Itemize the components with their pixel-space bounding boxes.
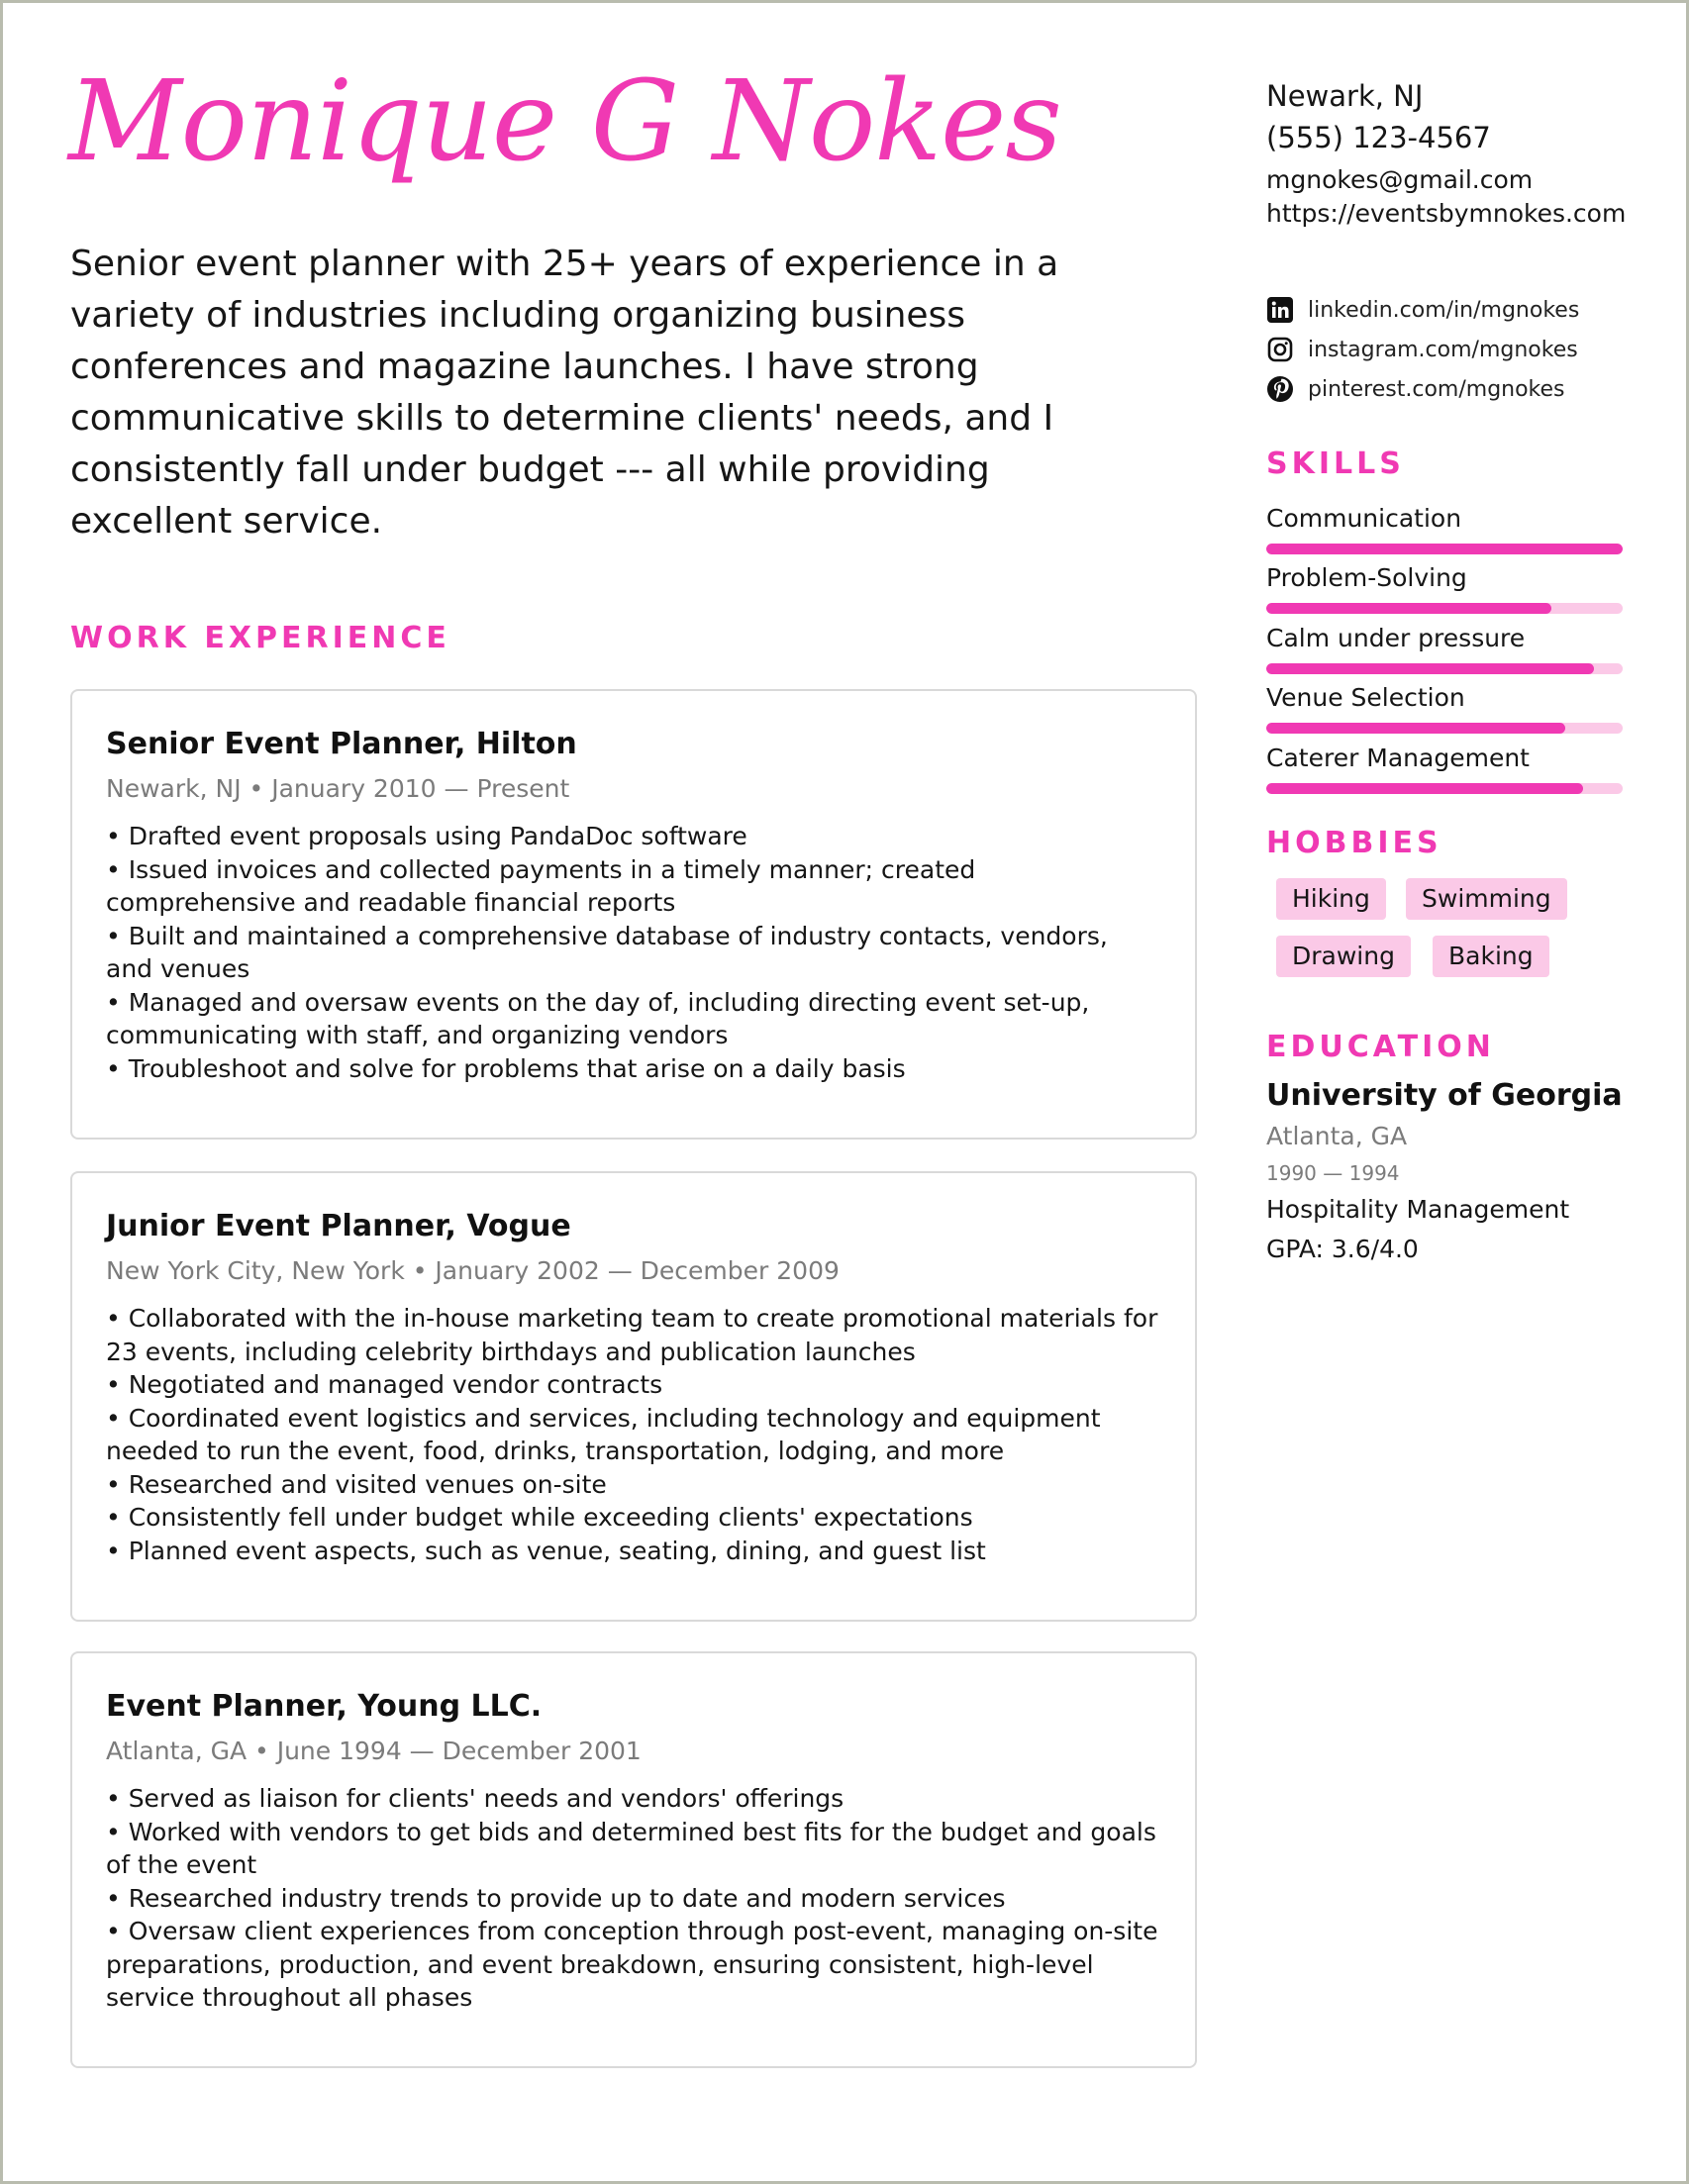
skill-track [1266,783,1623,794]
professional-summary: Senior event planner with 25+ years of experience in a variety of industries including organizing business conferences and magazine launches. I have strong communicative skills to determine clients' needs, and I consistently fall under budget --- all while providing excellent service. [70,244,1059,542]
job-card [70,689,1197,1140]
job-bullet: • Managed and oversaw events on the day of, including directing event set-up, communicating with staff, and organizing vendors [106,987,1090,1049]
skill-level-bar [1266,544,1623,554]
job-bullet: • Consistently fell under budget while exceeding clients' expectations [106,1503,973,1532]
hobby-tag: Hiking [1276,878,1386,920]
job-title: Senior Event Planner, Hilton [106,727,577,761]
social-link-linkedin[interactable] [1266,296,1579,324]
contact-website[interactable]: https://eventsbymnokes.com [1266,199,1627,228]
job-bullets [106,820,1161,1085]
hobbies-heading: HOBBIES [1266,826,1442,860]
job-card [70,1171,1197,1622]
skill-item [1266,742,1623,794]
education-location: Atlanta, GA [1266,1122,1408,1150]
education-school: University of Georgia [1266,1078,1623,1113]
job-title: Event Planner, Young LLC. [106,1689,543,1724]
job-bullet: • Troubleshoot and solve for problems that arise on a daily basis [106,1053,906,1083]
job-card [70,1651,1197,2068]
job-meta: New York City, New York • January 2002 — December 2009 [106,1256,840,1285]
job-bullet: • Coordinated event logistics and services, including technology and equipment needed to run the event, food, drinks, transportation, lodging, and more [106,1403,1101,1465]
skill-track [1266,544,1623,554]
skill-level-bar [1266,663,1594,674]
social-link-text: pinterest.com/mgnokes [1308,376,1565,402]
social-link-text: linkedin.com/in/mgnokes [1308,297,1580,323]
job-bullet: • Researched industry trends to provide up to date and modern services [106,1883,1006,1913]
skill-level-bar [1266,783,1583,794]
skill-item [1266,561,1623,614]
instagram-icon [1266,336,1294,363]
skill-level-bar [1266,603,1551,614]
linkedin-icon [1266,296,1294,324]
skill-label: Problem-Solving [1266,563,1467,592]
job-bullet: • Oversaw client experiences from conception through post-event, managing on-site preparations, production, and event breakdown, ensuring consistent, high-level service throughout all phases [106,1917,1158,2012]
contact-email[interactable]: mgnokes@gmail.com [1266,165,1534,194]
education-degree: Hospitality Management [1266,1195,1570,1224]
skill-level-bar [1266,723,1565,734]
skill-label: Venue Selection [1266,683,1465,712]
job-meta: Atlanta, GA • June 1994 — December 2001 [106,1737,642,1765]
skill-label: Communication [1266,504,1462,533]
contact-location: Newark, NJ [1266,79,1424,113]
skill-track [1266,603,1623,614]
job-meta: Newark, NJ • January 2010 — Present [106,774,570,803]
social-link-instagram[interactable] [1266,336,1578,363]
job-title: Junior Event Planner, Vogue [106,1209,571,1243]
contact-phone: (555) 123-4567 [1266,121,1491,154]
social-link-pinterest[interactable] [1266,375,1565,403]
job-bullets [106,1782,1161,2015]
resume-page [3,3,1686,2181]
skill-label: Caterer Management [1266,744,1530,772]
work-experience-heading: WORK EXPERIENCE [70,621,450,655]
skill-item [1266,622,1623,674]
job-bullet: • Negotiated and managed vendor contracts [106,1370,663,1399]
skill-track [1266,723,1623,734]
pinterest-icon [1266,375,1294,403]
skill-label: Calm under pressure [1266,624,1526,652]
social-link-text: instagram.com/mgnokes [1308,337,1578,362]
skill-item [1266,502,1623,554]
hobby-tag: Baking [1433,936,1549,977]
education-heading: EDUCATION [1266,1030,1495,1064]
job-bullet: • Built and maintained a comprehensive database of industry contacts, vendors, and venues [106,921,1108,983]
job-bullet: • Researched and visited venues on-site [106,1469,607,1499]
skills-heading: SKILLS [1266,447,1405,481]
job-bullets [106,1302,1161,1567]
job-bullet: • Issued invoices and collected payments in a timely manner; created comprehensive and readable financial reports [106,854,976,917]
job-bullet: • Served as liaison for clients' needs and vendors' offerings [106,1784,844,1813]
job-bullet: • Planned event aspects, such as venue, seating, dining, and guest list [106,1536,986,1565]
skill-item [1266,681,1623,734]
job-bullet: • Collaborated with the in-house marketing team to create promotional materials for 23 events, including celebrity birthdays and publication launches [106,1304,1158,1366]
job-bullet: • Worked with vendors to get bids and determined best fits for the budget and goals of the event [106,1817,1156,1879]
hobby-tag: Drawing [1276,936,1411,977]
candidate-name: Monique G Nokes [68,57,1061,186]
hobby-tag: Swimming [1406,878,1567,920]
job-bullet: • Drafted event proposals using PandaDoc software [106,822,747,850]
education-years: 1990 — 1994 [1266,1161,1400,1185]
skill-track [1266,663,1623,674]
education-gpa: GPA: 3.6/4.0 [1266,1235,1419,1263]
